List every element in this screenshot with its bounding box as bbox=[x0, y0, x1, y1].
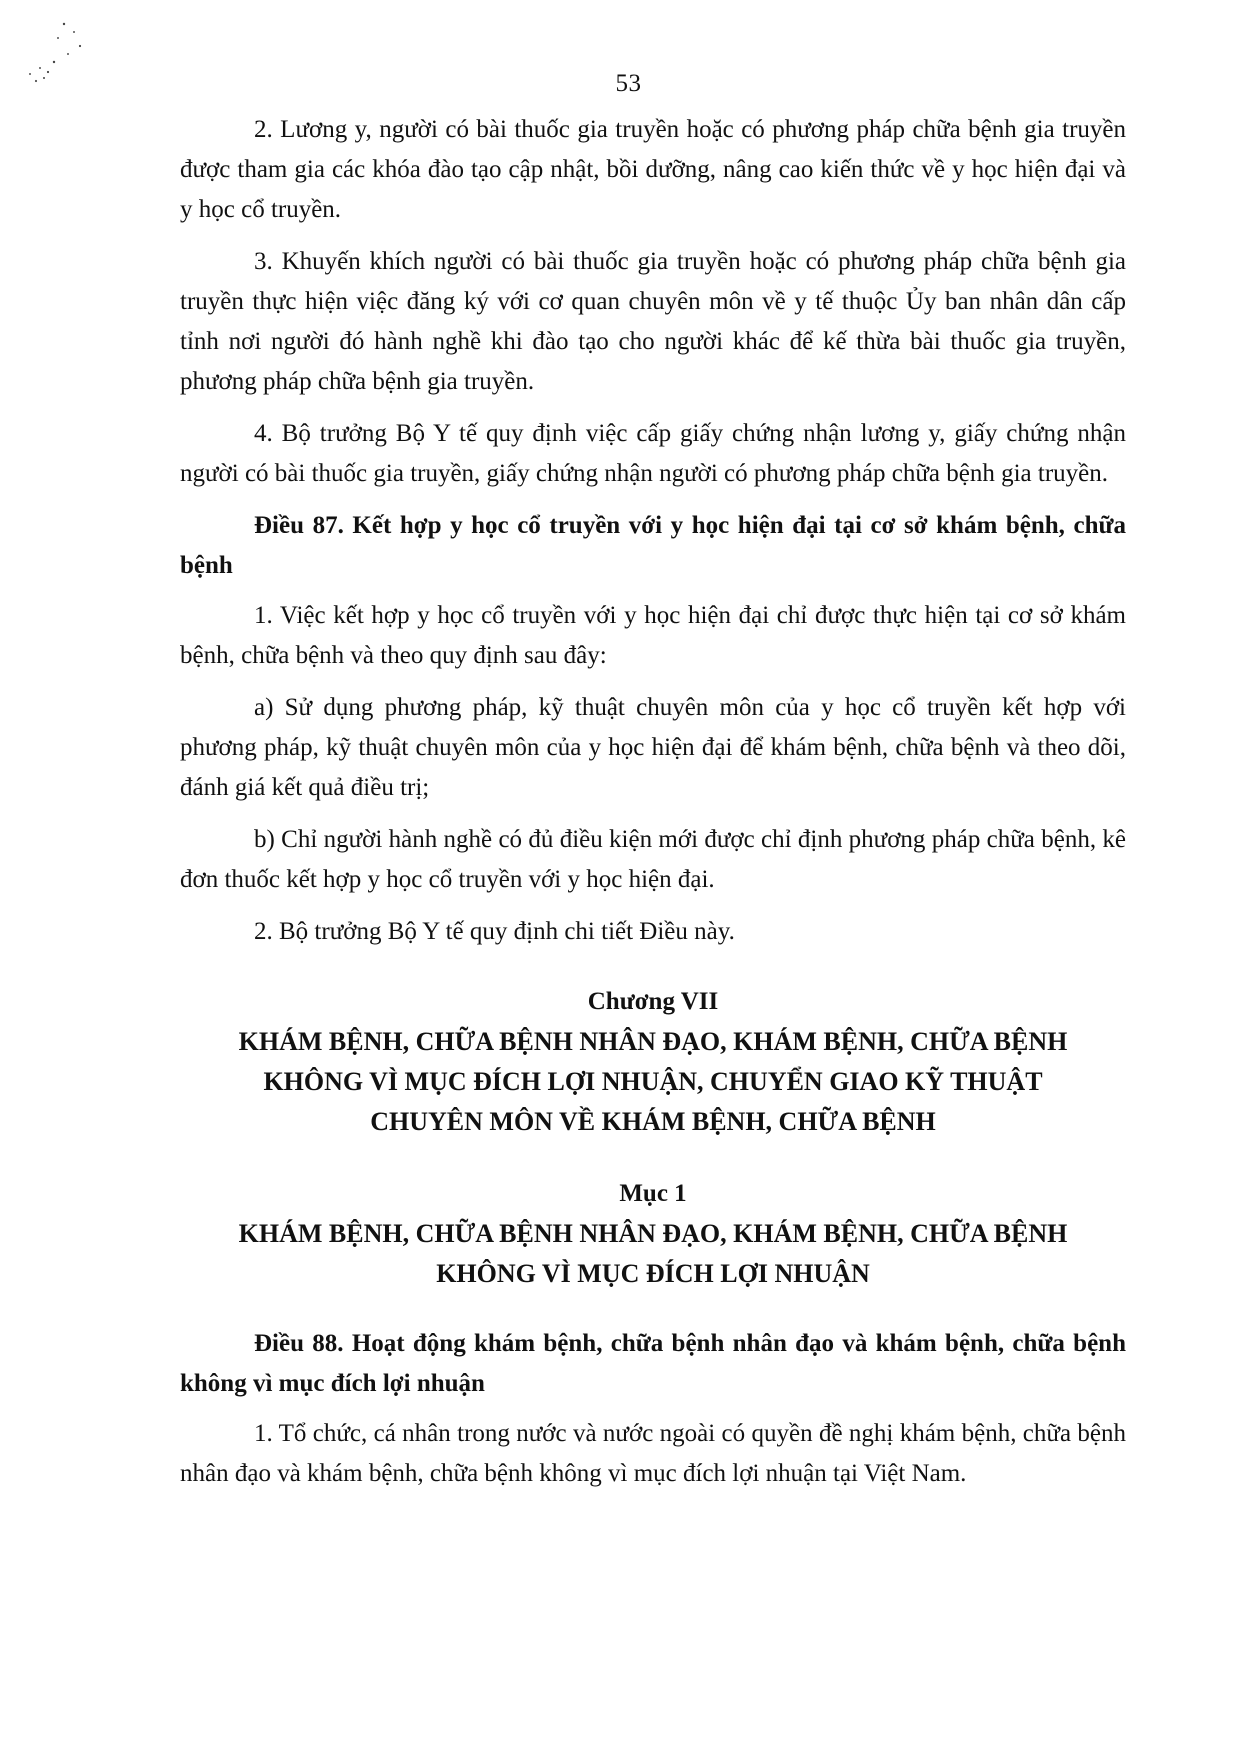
section-label: Mục 1 bbox=[619, 1180, 687, 1207]
article-88-clause-1: 1. Tổ chức, cá nhân trong nước và nước ngoài có quyền đề nghị khám bệnh, chữa bệnh nhân đạo và khám bệnh, chữa bệnh không vì mục đích lợi nhuận tại Việt Nam. bbox=[180, 1420, 1126, 1487]
section-title-line: KHÁM BỆNH, CHỮA BỆNH NHÂN ĐẠO, KHÁM BỆNH, CHỮA BỆNH bbox=[238, 1219, 1068, 1248]
chapter-title-line: KHÔNG VÌ MỤC ĐÍCH LỢI NHUẬN, CHUYỂN GIAO KỸ THUẬT bbox=[263, 1067, 1043, 1096]
document-body bbox=[180, 110, 1126, 1506]
section-heading bbox=[180, 1174, 1126, 1294]
article-88-title: Điều 88. Hoạt động khám bệnh, chữa bệnh nhân đạo và khám bệnh, chữa bệnh không vì mục đích lợi nhuận bbox=[180, 1330, 1126, 1397]
page-number: 53 bbox=[615, 70, 642, 97]
paragraph-clause-2: 2. Lương y, người có bài thuốc gia truyền hoặc có phương pháp chữa bệnh gia truyền được tham gia các khóa đào tạo cập nhật, bồi dưỡng, nâng cao kiến thức về y học hiện đại và y học cổ truyền. bbox=[180, 116, 1126, 223]
article-87-title: Điều 87. Kết hợp y học cổ truyền với y học hiện đại tại cơ sở khám bệnh, chữa bệnh bbox=[180, 512, 1126, 579]
chapter-title-line: CHUYÊN MÔN VỀ KHÁM BỆNH, CHỮA BỆNH bbox=[370, 1107, 936, 1136]
chapter-heading bbox=[180, 982, 1126, 1142]
article-87-point-a: a) Sử dụng phương pháp, kỹ thuật chuyên môn của y học cổ truyền kết hợp với phương pháp, kỹ thuật chuyên môn của y học hiện đại để khám bệnh, chữa bệnh và theo dõi, đánh giá kết quả điều trị; bbox=[180, 694, 1126, 801]
paragraph-clause-4: 4. Bộ trưởng Bộ Y tế quy định việc cấp giấy chứng nhận lương y, giấy chứng nhận người có bài thuốc gia truyền, giấy chứng nhận người có phương pháp chữa bệnh gia truyền. bbox=[180, 420, 1126, 487]
chapter-title-line: KHÁM BỆNH, CHỮA BỆNH NHÂN ĐẠO, KHÁM BỆNH, CHỮA BỆNH bbox=[238, 1027, 1068, 1056]
section-title-line: KHÔNG VÌ MỤC ĐÍCH LỢI NHUẬN bbox=[436, 1259, 870, 1288]
article-87-point-b: b) Chỉ người hành nghề có đủ điều kiện mới được chỉ định phương pháp chữa bệnh, kê đơn thuốc kết hợp y học cổ truyền với y học hiện đại. bbox=[180, 826, 1126, 893]
article-87-clause-2: 2. Bộ trưởng Bộ Y tế quy định chi tiết Điều này. bbox=[254, 918, 735, 945]
paragraph-clause-3: 3. Khuyến khích người có bài thuốc gia truyền hoặc có phương pháp chữa bệnh gia truyền thực hiện việc đăng ký với cơ quan chuyên môn về y tế thuộc Ủy ban nhân dân cấp tỉnh nơi người đó hành nghề khi đào tạo cho người khác để kế thừa bài thuốc gia truyền, phương pháp chữa bệnh gia truyền. bbox=[180, 248, 1126, 395]
chapter-label: Chương VII bbox=[587, 988, 719, 1015]
article-87-clause-1: 1. Việc kết hợp y học cổ truyền với y học hiện đại chỉ được thực hiện tại cơ sở khám bệnh, chữa bệnh và theo quy định sau đây: bbox=[180, 602, 1126, 669]
